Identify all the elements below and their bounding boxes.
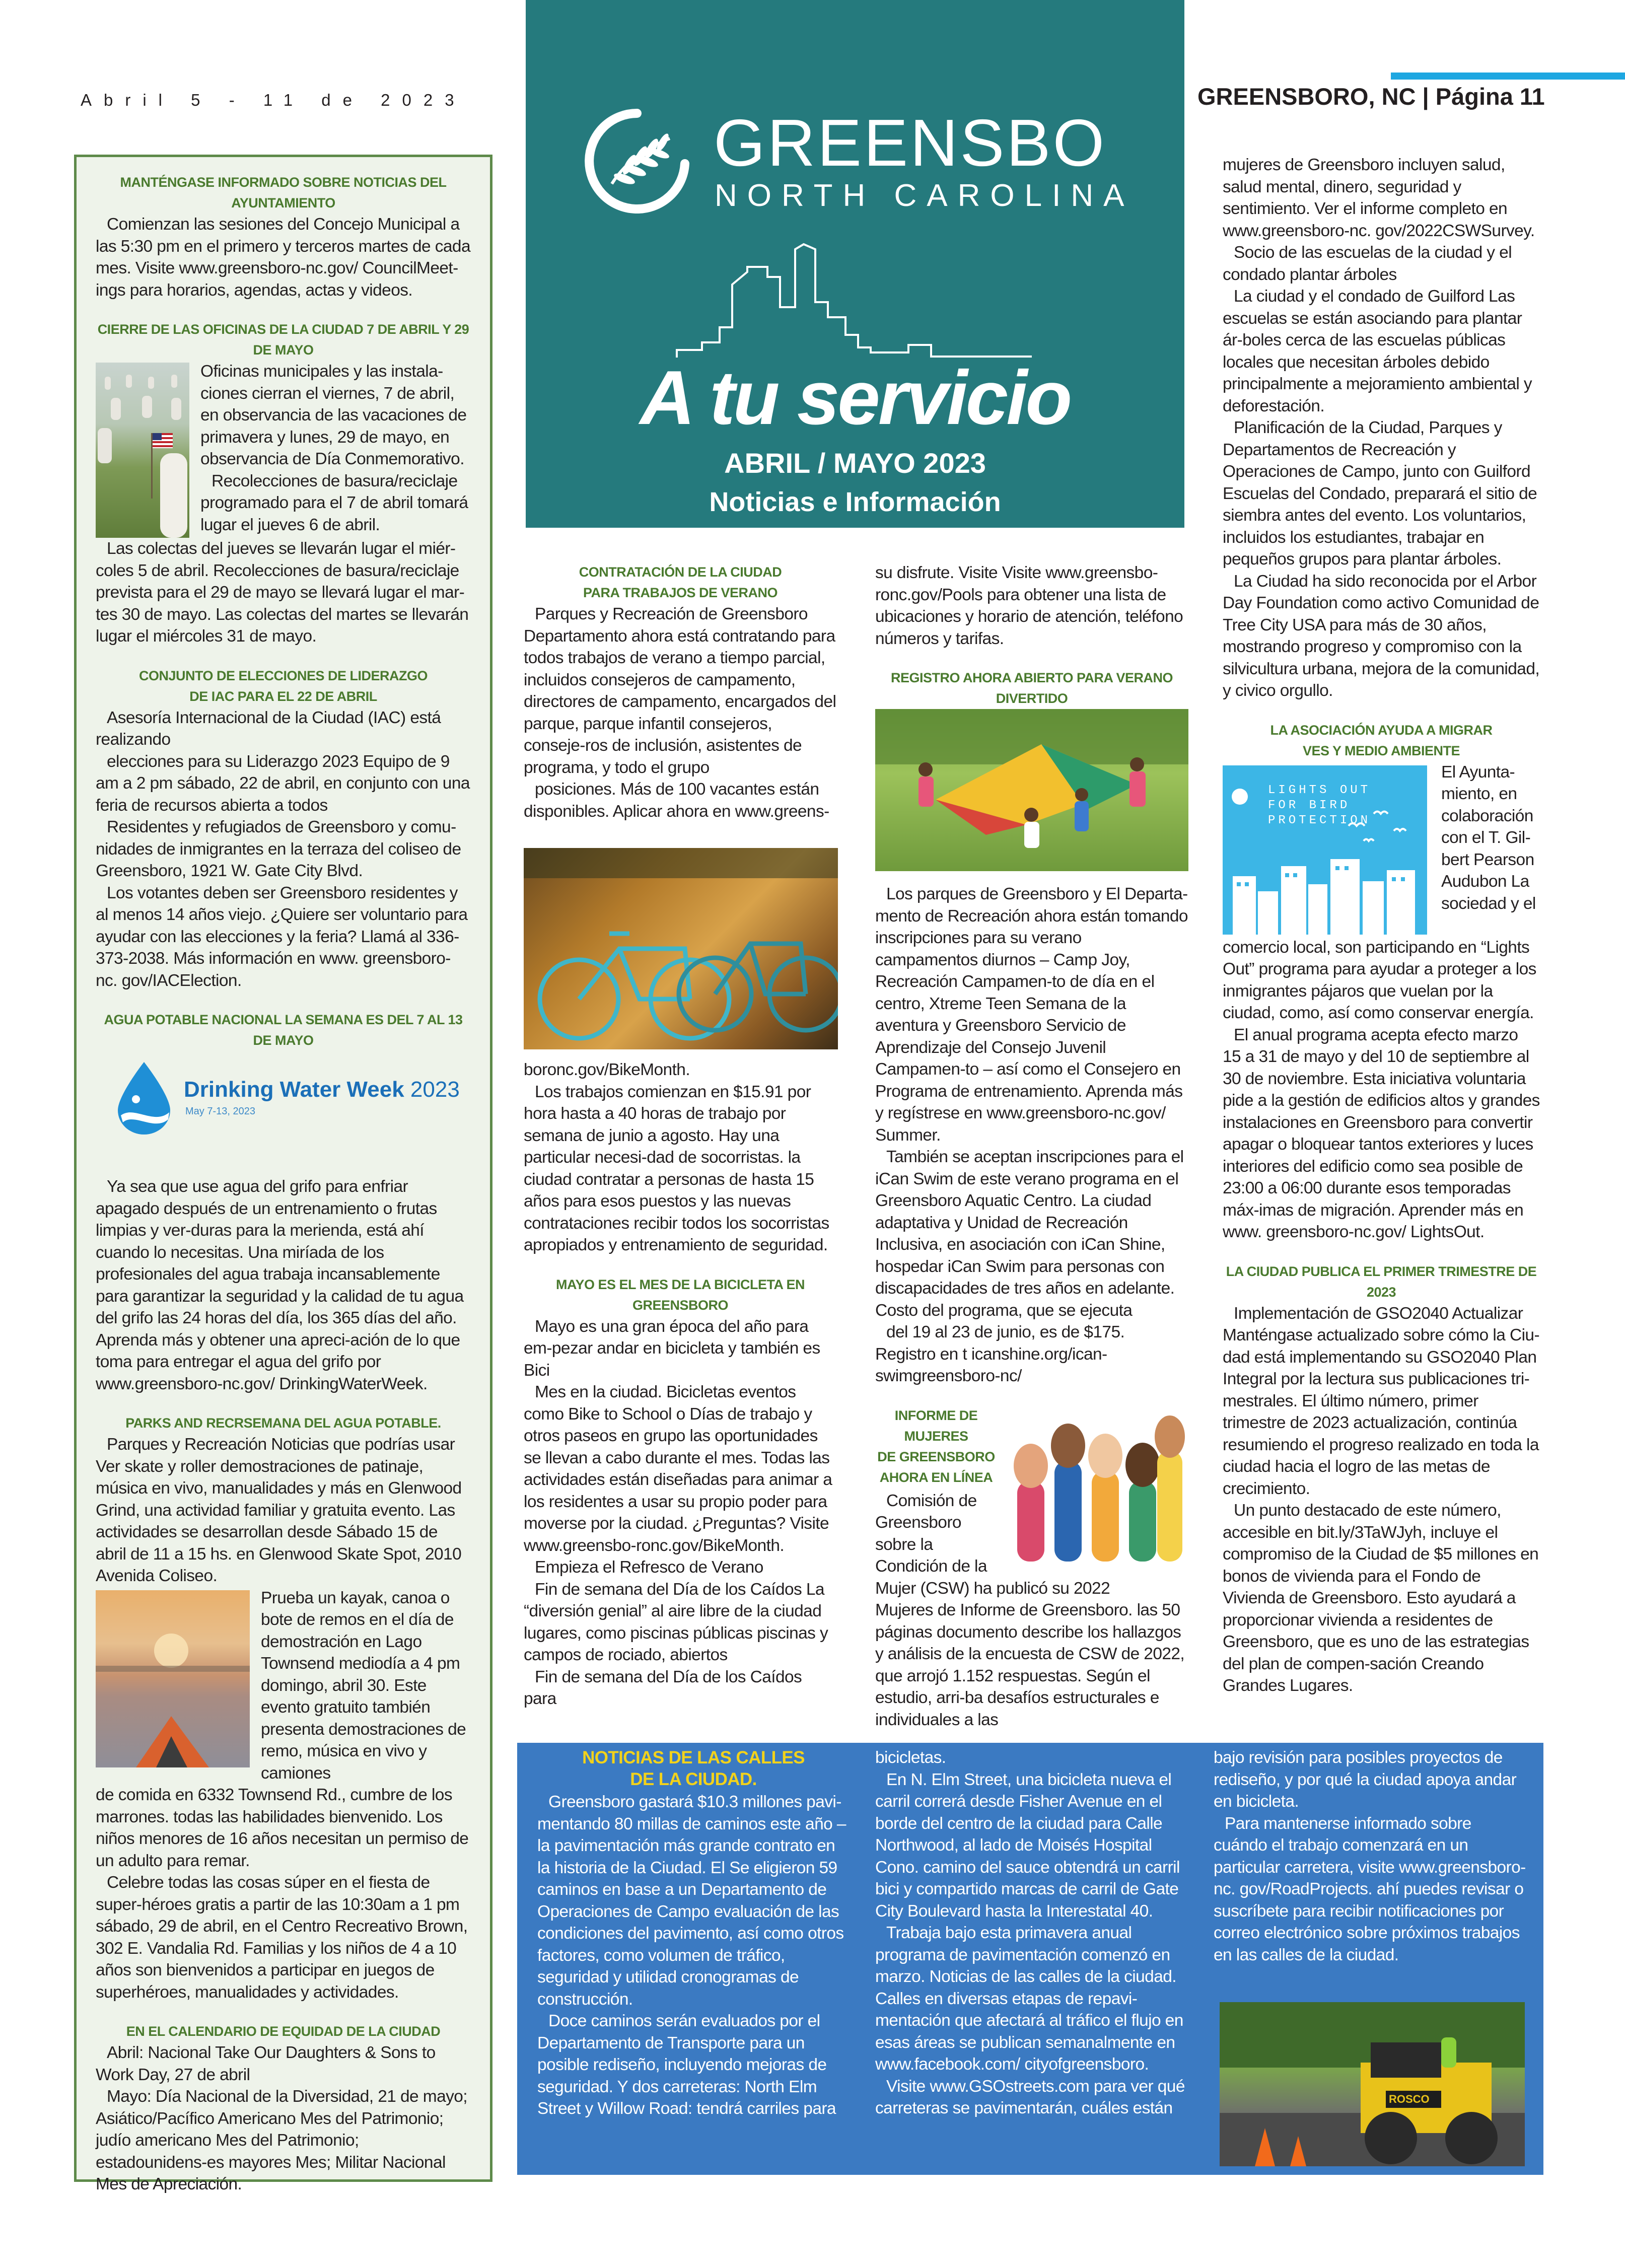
streets-text-4: En N. Elm Street, una bicicleta nueva el carril correrá desde Fisher Avenue en el borde del centro de la ciudad para Calle Northwood, al lado de Moisés Hospital Cono. camino del sauce obtendrá un carril bici y compartido marcas de carril de Gate City Boulevard hasta la Interestatal 40. [875, 1770, 1180, 1921]
hiring-text: Parques y Recreación de Greensboro Departamento ahora está contratando para todos trabajos de verano a tiempo parcial, incluidos consejeros de campamento, directores de campamento, encargados del parque, parque infantil consejeros, conseje-ros de inclusión, asistentes de programa, y todo el grupo [524, 605, 836, 777]
hiring-heading-1: CONTRATACIÓN DE LA CIUDAD [579, 564, 782, 580]
women-report-text-2: Mujeres de Informe de Greensboro. las 50 páginas documento describe los hallazgos y análisis de la encuesta de CSW de 2022, que arrojó 1.152 respuestas. Según el estudio, arri-ba desafíos estructurales e individuales a las [875, 1601, 1185, 1729]
memorial-weekend-text: Fin de semana del Día de los Caídos La “diversión genial” al aire libre de la ciudad lugares, como piscinas públicas piscinas y campos de rociado, abiertos [524, 1580, 828, 1664]
lights-out-l1: LIGHTS OUT [1268, 783, 1371, 797]
banner-title: A tu servicio [640, 355, 1071, 441]
women-report-heading-1: INFORME DE MUJERES [894, 1407, 978, 1444]
bike-month-text-1: Mayo es una gran época del año para em-pezar andar en bicicleta y también es Bici [524, 1317, 820, 1380]
lights-out-l3: PROTECTION [1268, 813, 1371, 827]
lights-out-graphic [1223, 765, 1427, 935]
ican-swim-dates: del 19 al 23 de junio, es de $175. Registro en t icanshine.org/ican-swimgreensboro-nc/ [875, 1323, 1125, 1385]
streets-column-1 [537, 1747, 850, 2120]
water-drop-icon [114, 1060, 174, 1136]
hiring-text-2: posiciones. Más de 100 vacantes están disponibles. Aplicar ahora en www.greens- [524, 780, 829, 821]
office-closure-text: Oficinas municipales y las instala-ciones cierran el viernes, 7 de abril, en observancia de las vacaciones de primavera y lunes, 29 de mayo, en observancia de Día Conmemorativo. [200, 362, 467, 468]
equity-heading: EN EL CALENDARIO DE EQUIDAD DE LA CIUDAD [126, 2024, 441, 2039]
road-roller-photo [1220, 2002, 1525, 2166]
women-report-block [875, 1405, 1188, 1731]
memorial-day-photo [96, 363, 189, 538]
iac-text-1: Asesoría Internacional de la Ciudad (IAC) está realizando [96, 708, 441, 749]
summer-camps-text: Los parques de Greensboro y El Departa-mento de Recreación ahora están tomando inscripciones para su verano campamentos diurnos – Camp Joy, Recreación Campamen-to de día en el centro, Xtreme Teen Semana de la aventura y Greensboro Servicio de Aprendizaje del Consejo Juvenil Campamen-to – así como el Consejero en Programa de entrenamiento. Aprenda más y regístrese en www.greensboro-nc.gov/ Summer. [875, 885, 1188, 1145]
birds-text-3: El anual programa acepta efecto marzo 15 a 31 de mayo y del 10 de septiembre al 30 de noviembre. Esta iniciativa voluntaria pide a la gestión de edificios altos y grandes instalaciones en Greensboro para convertir apagar o bloquear tantos exteriores y luces interiores del edificio como sea posible de 23:00 a 06:00 durante esos temporadas máx-imas de migración. Aprender más en www. greensboro-nc.gov/ LightsOut. [1223, 1025, 1540, 1241]
bike-month-heading: MAYO ES EL MES DE LA BICICLETA EN GREENSBORO [555, 1277, 805, 1313]
streets-text-7: bajo revisión para posibles proyectos de rediseño, y por qué la ciudad apoya andar en bicicleta. [1214, 1748, 1517, 1811]
trees-text-2: Planificación de la Ciudad, Parques y Departamentos de Recreación y Operaciones de Campo, junto con Guilford Escuelas del Condado, preparará el sitio de siembra antes del evento. Los voluntarios, incluidos los estudiantes, trabajar en pequeños grupos para plantar árboles. [1223, 418, 1537, 569]
dww-title [184, 1077, 460, 1102]
council-heading: MANTÉNGASE INFORMADO SOBRE NOTICIAS DEL AYUNTAMIENTO [120, 175, 447, 210]
camp-kids-photo [875, 709, 1188, 871]
trees-text-1: La ciudad y el condado de Guilford Las escuelas se están asociando para plantar ár-boles cerca de las escuelas públicas locales que necesitan árboles debido principalmente a mejoramiento ambiental y deforestación. [1223, 287, 1532, 415]
column-4 [1223, 154, 1540, 1697]
column-2-lower [524, 1059, 837, 1710]
parks-text: Parques y Recreación Noticias que podrías usar Ver skate y roller demostraciones de patinaje, música en vivo, manualidades y más en Glenwood Grind, una actividad familiar y gratuita evento. Las actividades se desarrollan desde Sábado 15 de abril de 11 a 15 hs. en Glenwood Skate Spot, 2010 Avenida Coliseo. [96, 1435, 462, 1585]
gso2040-text-2: Un punto destacado de este número, accesible en bit.ly/3TaWJyh, incluye el compromiso de la Ciudad de $5 millones en bonos de vivienda para el Fondo de Vivienda de Greensboro. Esto ayudará a proporcionar vivienda a residentes de Greensboro, que es uno de las estrategias del plan de compen-sación Creando Grandes Lugares. [1223, 1501, 1539, 1695]
skyline-outline [672, 242, 1034, 363]
streets-column-3 [1214, 1747, 1527, 1966]
hiring-heading-2: PARA TRABAJOS DE VERANO [583, 585, 778, 600]
dww-dates: May 7-13, 2023 [185, 1106, 255, 1117]
bike-link: boronc.gov/BikeMonth. [524, 1060, 690, 1079]
streets-text-2: Doce caminos serán evaluados por el Departamento de Transporte para un posible rediseño, incluyendo mejoras de seguridad. Y dos carreteras: North Elm Street y Willow Road: tendrá carriles para [537, 2012, 836, 2118]
road-roller-illustration [1220, 2002, 1525, 2166]
iac-heading-2: DE IAC PARA EL 22 DE ABRIL [189, 688, 377, 704]
kayak-text-2: de comida en 6332 Townsend Rd., cumbre de los marrones. todas las habilidades bienvenido. Los niños menores de 16 años necesitan un permiso de un adulto para remar. [96, 1786, 469, 1870]
kayak-lake-photo [96, 1590, 250, 1767]
streets-text-3: bicicletas. [875, 1748, 946, 1767]
women-report-text-1: Comisión de Greensboro sobre la Condición de la Mujer (CSW) ha publicó su 2022 [875, 1491, 1110, 1598]
superhero-text: Celebre todas las cosas súper en el fiesta de super-héroes gratis a partir de las 10:30am a 1 pm sábado, 29 de abril, en el Centro Recreativo Brown, 302 E. Vandalia Rd. Familias y los niños de 4 a 10 años son bienvenidos a participar en juegos de superhéroes, manualidades y actividades. [96, 1873, 468, 2002]
issue-date: Abril 5 - 11 de 2023 [81, 91, 466, 109]
column-3 [875, 562, 1188, 709]
birds-heading-1: LA ASOCIACIÓN AYUDA A MIGRAR [1270, 722, 1493, 738]
lights-out-l2: FOR BIRD [1268, 798, 1351, 812]
women-report-heading-3: AHORA EN LÍNEA [879, 1469, 993, 1485]
equity-april: Abril: Nacional Take Our Daughters & Sons to Work Day, 27 de abril [96, 2043, 436, 2084]
iac-text-3: Residentes y refugiados de Greensboro y comu-nidades de inmigrantes en la terraza del coliseo de Greensboro, 1921 W. Gate City Blvd. [96, 818, 461, 880]
streets-column-2 [875, 1747, 1188, 2119]
raised-hands-illustration [1006, 1405, 1188, 1562]
bicycles-illustration [524, 848, 838, 1049]
parks-heading: PARKS AND RECRSEMANA DEL AGUA POTABLE. [125, 1415, 441, 1431]
bicycles-photo [524, 848, 838, 1049]
water-week-text: Ya sea que use agua del grifo para enfriar apagado después de un entrenamiento o frutas limpias y ver-duras para la merienda, está ahí cuando lo necesitas. Una miríada de los profesionales del agua trabaja incansablemente para garantizar la seguridad y la calidad de tu agua del grifo las 24 horas del día, los 365 días del año. Aprenda más y obtener una apreci-ación de lo que toma para entregar el agua del grifo por www.greensboro-nc.gov/ DrinkingWaterWeek. [96, 1177, 464, 1393]
birds-heading-2: VES Y MEDIO AMBIENTE [1302, 743, 1460, 758]
bike-month-text-2: Mes en la ciudad. Bicicletas eventos como Bike to School o Días de trabajo y otros paseos en grupo las oportunidades se llevan a cabo durante el mes. Todas las actividades están diseñadas para animar a los residentes a usar su propio poder para moverse por la ciudad. ¿Preguntas? Visite www.greensbo-ronc.gov/BikeMonth. [524, 1383, 832, 1555]
dww-year: 2023 [410, 1077, 460, 1102]
streets-heading-1: NOTICIAS DE LAS CALLES [582, 1748, 805, 1767]
birds-text-2: comercio local, son participando en “Lights Out” programa para ayudar a proteger a los inmigrantes pájaros que vuelan por la ciudad, como, así como conservar energía. [1223, 938, 1536, 1022]
jobs-text: Los trabajos comienzan en $15.91 por hora hasta a 40 horas de trabajo por semana de junio a agosto. Hay una particular necesi-dad de socorristas. la ciudad contratar a personas de hasta 15 años para esos puestos y las nuevas contrataciones recibir todos los socorristas apropiados y entrenamiento de seguridad. [524, 1082, 829, 1254]
streets-heading-2: DE LA CIUDAD. [630, 1769, 757, 1789]
summer-registration-heading: REGISTRO AHORA ABIERTO PARA VERANO DIVERTIDO [890, 670, 1173, 706]
logo-wordmark: GREENSBO [714, 106, 1107, 180]
trees-subheading: Socio de las escuelas de la ciudad y el condado plantar árboles [1223, 243, 1512, 284]
collection-text: Las colectas del jueves se llevarán lugar el miér-coles 5 de abril. Recolecciones de basura/reciclaje prevista para el 29 de mayo se llevará lugar el mar-tes 30 de mayo. Las colectas del martes se llevarán lugar el miércoles 31 de mayo. [96, 539, 469, 646]
hands-illustration [1006, 1405, 1188, 1562]
kayak-illustration [96, 1590, 250, 1767]
iac-heading-1: CONJUNTO DE ELECCIONES DE LIDERAZGO [138, 668, 428, 683]
logo-subtitle: NORTH CAROLINA [715, 178, 1135, 213]
dww-title-text: Drinking Water Week [184, 1077, 404, 1102]
streets-text-6: Visite www.GSOstreets.com para ver qué carreteras se pavimentarán, cuáles están [875, 2077, 1185, 2117]
streets-text-8: Para mantenerse informado sobre cuándo el trabajo comenzará en un particular carretera, visite www.greensboro-nc. gov/RoadProjects. ahí puedes revisar o suscríbete para recibir notificaciones por correo electrónico sobre próximos trabajos en las calles de la ciudad. [1214, 1814, 1526, 1964]
top-accent-bar [1391, 73, 1625, 80]
memorial-weekend-text-2: Fin de semana del Día de los Caídos para [524, 1667, 802, 1708]
women-report-cont: mujeres de Greensboro incluyen salud, salud mental, dinero, seguridad y sentimiento. Ver el informe completo en www.greensboro-nc. gov/2022CSWSurvey. [1223, 156, 1535, 240]
iac-text-2: elecciones para su Liderazgo 2023 Equipo de 9 am a 2 pm sábado, 22 de abril, en conjunto con una feria de recursos abierta a todos [96, 752, 470, 815]
roller-brand-label: ROSCO [1389, 2093, 1430, 2105]
graves-flag-illustration [96, 363, 189, 538]
office-closure-heading: CIERRE DE LAS OFICINAS DE LA CIUDAD 7 DE ABRIL Y 29 DE MAYO [97, 322, 469, 358]
streets-text-1: Greensboro gastará $10.3 millones pavi-mentando 80 millas de caminos este año – la pavimentación más grande contrato en la historia de la Ciudad. El Se eligieron 59 caminos en base a un Departamento de Operaciones de Campo evaluación de las condiciones del pavimento, así como otros factores, como volumen de tráfico, seguridad y utilidad cronogramas de construcción. [537, 1793, 846, 2009]
streets-text-5: Trabaja bajo esta primavera anual programa de pavimentación comenzó en marzo. Noticias de las calles de la ciudad. Calles en diversas etapas de repavi-mentación que afectará al tráfico el flujo en esas áreas se publican semanalmente en www.facebook.com/ cityofgreensboro. [875, 1924, 1183, 2074]
banner [526, 0, 1184, 528]
banner-tagline: Noticias e Información [709, 487, 1001, 517]
column-1 [96, 172, 471, 2195]
column-3-lower [875, 883, 1188, 1731]
women-report-heading-2: DE GREENSBORO [877, 1449, 995, 1464]
greensboro-leaf-logo [584, 108, 690, 214]
kayak-text: Prueba un kayak, canoa o bote de remos en el día de demostración en Lago Townsend mediodía a 4 pm domingo, abril 30. Este evento gratuito también presenta demostraciones de remo, música en vivo y camiones [261, 1588, 466, 1783]
tree-city-text: La Ciudad ha sido reconocida por el Arbor Day Foundation como activo Comunidad de Tree City USA para más de 30 años, mostrando progreso y compromiso con la silvicultura urbana, mejora de la comunidad, y civico orgullo. [1223, 572, 1540, 700]
parachute-kids-illustration [875, 709, 1188, 871]
banner-subtitle: ABRIL / MAYO 2023 [724, 447, 986, 479]
column-2 [524, 562, 837, 822]
gso2040-heading: LA CIUDAD PUBLICA EL PRIMER TRIMESTRE DE 2023 [1226, 1263, 1537, 1300]
iac-text-4: Los votantes deben ser Greensboro residentes y al menos 14 años viejo. ¿Quiere ser voluntario para ayudar con las elecciones y la feria? Llamá al 336-373-2038. Más información en www. greensboro-nc. gov/IACElection. [96, 883, 468, 990]
summer-refresh: Empieza el Refresco de Verano [535, 1558, 763, 1577]
water-week-heading: AGUA POTABLE NACIONAL LA SEMANA ES DEL 7 AL 13 DE MAYO [104, 1012, 463, 1048]
ican-swim-text: También se aceptan inscripciones para el iCan Swim de este verano programa en el Greensboro Aquatic Centro. La ciudad adaptativa y Unidad de Recreación Inclusiva, en asociación con iCan Shine, hospedar iCan Swim para personas con discapacidades de tres años en adelante. Costo del programa, que se ejecuta [875, 1148, 1184, 1320]
equity-may: Mayo: Día Nacional de la Diversidad, 21 de mayo; Asiático/Pacífico Americano Mes del Patrimonio; judío americano Mes del Patrimonio; estadounidens-es mayores Mes; Militar Nacional Mes de Apreciación. [96, 2087, 468, 2193]
pools-text: su disfrute. Visite Visite www.greensbo-ronc.gov/Pools para obtener una lista de ubicaciones y horario de atención, teléfono números y tarifas. [875, 563, 1183, 648]
council-text: Comienzan las sesiones del Concejo Municipal a las 5:30 pm en el primero y terceros martes de cada mes. Visite www.greensboro-nc.gov/ CouncilMeet-ings para horarios, agendas, actas y videos. [96, 215, 470, 300]
birds-text-1: El Ayunta-miento, en colaboración con el T. Gil-bert Pearson Audubon La sociedad y el [1441, 762, 1536, 913]
page-header: GREENSBORO, NC | Página 11 [1197, 83, 1545, 110]
drinking-water-week-logo [96, 1058, 471, 1144]
gso2040-text-1: Implementación de GSO2040 Actualizar Manténgase actualizado sobre cómo la Ciu-dad está implementando su GSO2040 Plan Integral por la lectura sus publicaciones tri-mestrales. El último número, primer trimestre de 2023 actualización, continúa resumiendo el progreso realizado en toda la ciudad hacia el logro de las metas de crecimiento. [1223, 1304, 1540, 1498]
trash-schedule-text: Recolecciones de basura/reciclaje programado para el 7 de abril tomará lugar el jueves 6 de abril. [200, 471, 468, 534]
